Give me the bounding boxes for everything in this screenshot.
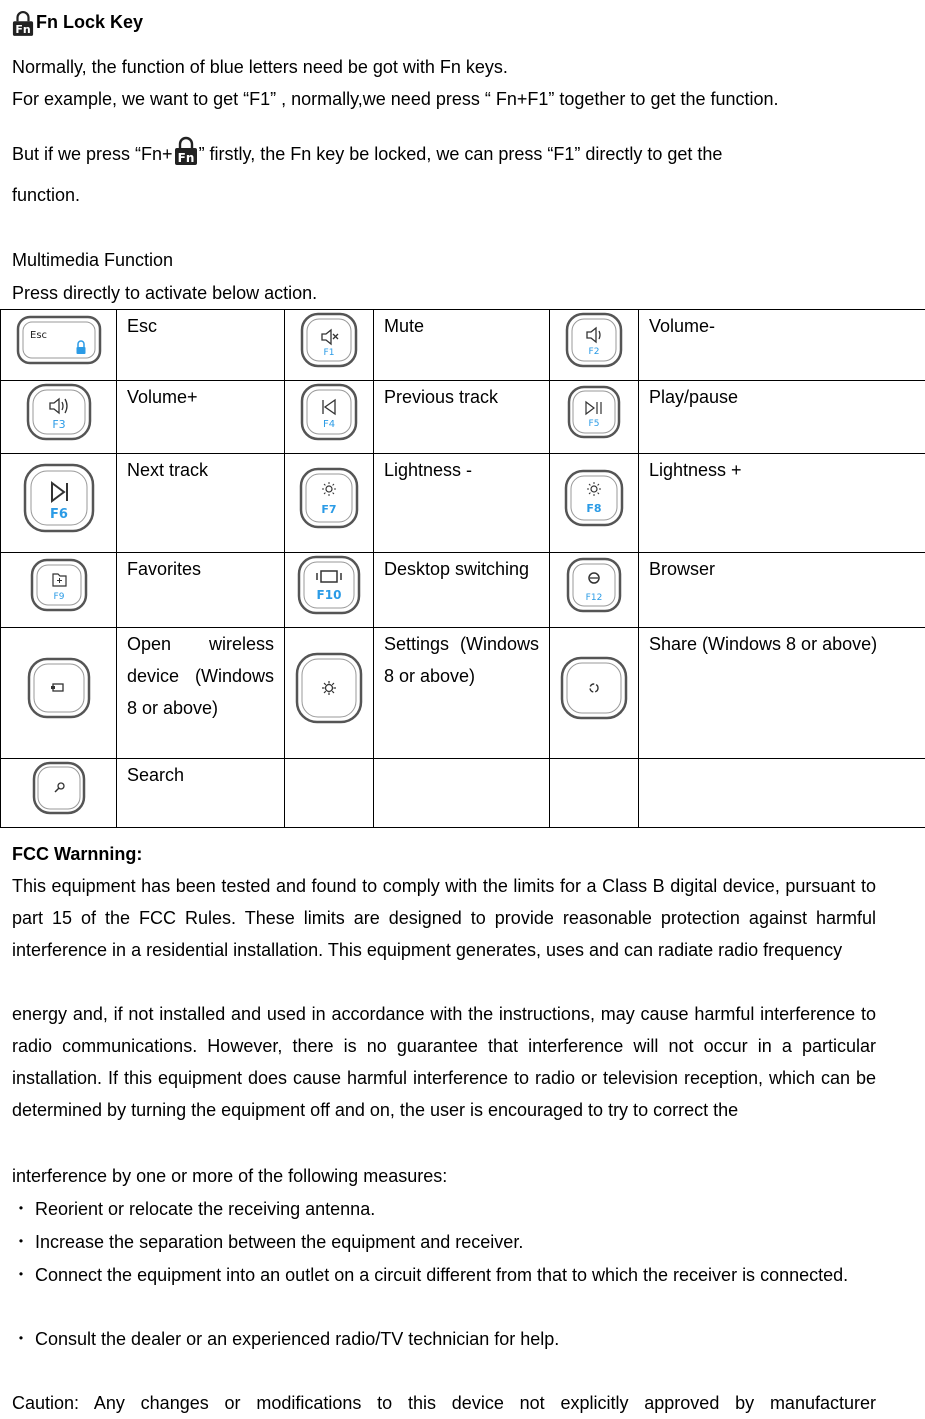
table-row (1, 381, 925, 454)
fn-lock-line-1: Normally, the function of blue letters need be got with Fn keys. (12, 51, 508, 83)
esc-keycap-label: Esc (30, 330, 47, 341)
key-cell (1, 759, 117, 828)
key-function-label: Browser (639, 553, 925, 628)
fcc-paragraph-2: energy and, if not installed and used in accordance with the instructions, may cause harmful interference to radio communications. However, there is no guarantee that interference will not occur in a particular installation. If this equipment does cause harmful interference to radio or television reception, which can be determined by turning the equipment off and on, the user is encouraged to try to correct the (12, 998, 876, 1126)
f8-keycap-label: F8 (586, 502, 601, 515)
fn-lock-inline-icon (174, 136, 198, 182)
table-row (1, 310, 925, 381)
key-function-label: Share (Windows 8 or above) (639, 628, 925, 759)
empty-cell (639, 759, 925, 828)
table-row (1, 759, 925, 828)
f9-keycap-label: F9 (53, 592, 64, 602)
key-function-label: Search (117, 759, 285, 828)
key-function-label: Mute (374, 310, 550, 381)
key-function-label: Esc (117, 310, 285, 381)
brightness-up-icon (562, 467, 626, 529)
fn-inline-badge-text: Fn (177, 151, 194, 165)
key-cell (285, 381, 374, 454)
f10-keycap-label: F10 (317, 588, 342, 602)
settings-gear-icon (293, 650, 365, 726)
fcc-paragraph-1: This equipment has been tested and found to comply with the limits for a Class B digital device, pursuant to part 15 of the FCC Rules. These limits are designed to provide reasonable protection against harmful interference in a residential installation. This equipment generates, uses and can radiate radio frequency (12, 870, 876, 966)
empty-cell (374, 759, 550, 828)
f4-keycap-label: F4 (323, 419, 335, 430)
key-cell (550, 553, 639, 628)
fn-badge-text: Fn (15, 23, 30, 36)
multimedia-title: Multimedia Function (12, 244, 173, 276)
fn-lock-heading (12, 8, 143, 38)
favorites-icon (28, 556, 90, 614)
table-row (1, 553, 925, 628)
f7-keycap-label: F7 (321, 503, 336, 516)
key-function-label: Desktop switching (374, 553, 550, 628)
key-function-label: Next track (117, 454, 285, 553)
key-cell (1, 381, 117, 454)
fn-lock-title: Fn Lock Key (36, 6, 143, 38)
f5-keycap-label: F5 (589, 419, 600, 429)
key-function-label: Volume- (639, 310, 925, 381)
empty-cell (285, 759, 374, 828)
search-icon (30, 759, 88, 817)
fn-lock-line-4: function. (12, 179, 80, 211)
desktop-switch-icon (295, 553, 363, 617)
mute-icon (298, 310, 360, 370)
key-cell (285, 553, 374, 628)
key-cell (1, 454, 117, 553)
previous-track-icon (298, 381, 360, 443)
fcc-bullet: ・ Consult the dealer or an experienced radio/TV technician for help. (12, 1323, 559, 1355)
key-function-label: Lightness + (639, 454, 925, 553)
esc-lock-icon (14, 312, 104, 368)
key-cell (285, 628, 374, 759)
key-cell (1, 310, 117, 381)
multimedia-key-table (0, 309, 925, 828)
f1-keycap-label: F1 (324, 348, 335, 358)
key-function-label: Previous track (374, 381, 550, 454)
wireless-device-icon (25, 655, 93, 721)
key-cell (550, 381, 639, 454)
key-cell (1, 553, 117, 628)
key-cell (550, 310, 639, 381)
key-cell (1, 628, 117, 759)
f3-keycap-label: F3 (52, 418, 65, 431)
next-track-icon (21, 461, 97, 535)
play-pause-icon (565, 383, 623, 441)
volume-down-icon (563, 310, 625, 370)
f12-keycap-label: F12 (586, 593, 603, 603)
key-function-label: Settings (Windows 8 or above) (374, 628, 550, 759)
multimedia-subtitle: Press directly to activate below action. (12, 277, 317, 309)
fn-lock-line-3-end: ” firstly, the Fn key be locked, we can press “F1” directly to get the (199, 144, 723, 164)
fn-lock-line-3-start: But if we press “Fn+ (12, 144, 173, 164)
key-cell (550, 628, 639, 759)
f6-keycap-label: F6 (50, 507, 68, 522)
key-function-label: Lightness - (374, 454, 550, 553)
fn-lock-icon (12, 12, 34, 38)
f2-keycap-label: F2 (589, 347, 600, 357)
fn-lock-line-3 (12, 132, 722, 176)
key-function-label: Volume+ (117, 381, 285, 454)
empty-cell (550, 759, 639, 828)
fcc-bullet: ・ Increase the separation between the equipment and receiver. (12, 1226, 523, 1258)
fcc-paragraph-3: interference by one or more of the following measures: (12, 1160, 876, 1192)
caution-text: Caution: Any changes or modifications to this device not explicitly approved by manufacturer (12, 1387, 876, 1419)
table-row (1, 628, 925, 759)
brightness-down-icon (297, 465, 361, 531)
fcc-bullet: ・ Connect the equipment into an outlet on a circuit different from that to which the receiver is connected. (12, 1259, 876, 1291)
fcc-title: FCC Warnning: (12, 838, 142, 870)
key-cell (285, 310, 374, 381)
key-function-label: Open wireless device (Windows 8 or above) (117, 628, 285, 759)
key-function-label: Favorites (117, 553, 285, 628)
volume-up-icon (24, 381, 94, 443)
fn-lock-line-2: For example, we want to get “F1” , normally,we need press “ Fn+F1” together to get the function. (12, 83, 779, 115)
key-cell (285, 454, 374, 553)
fcc-bullet: ・ Reorient or relocate the receiving antenna. (12, 1193, 375, 1225)
browser-icon (564, 555, 624, 615)
key-function-label: Play/pause (639, 381, 925, 454)
share-icon (558, 654, 630, 722)
table-row (1, 454, 925, 553)
key-cell (550, 454, 639, 553)
